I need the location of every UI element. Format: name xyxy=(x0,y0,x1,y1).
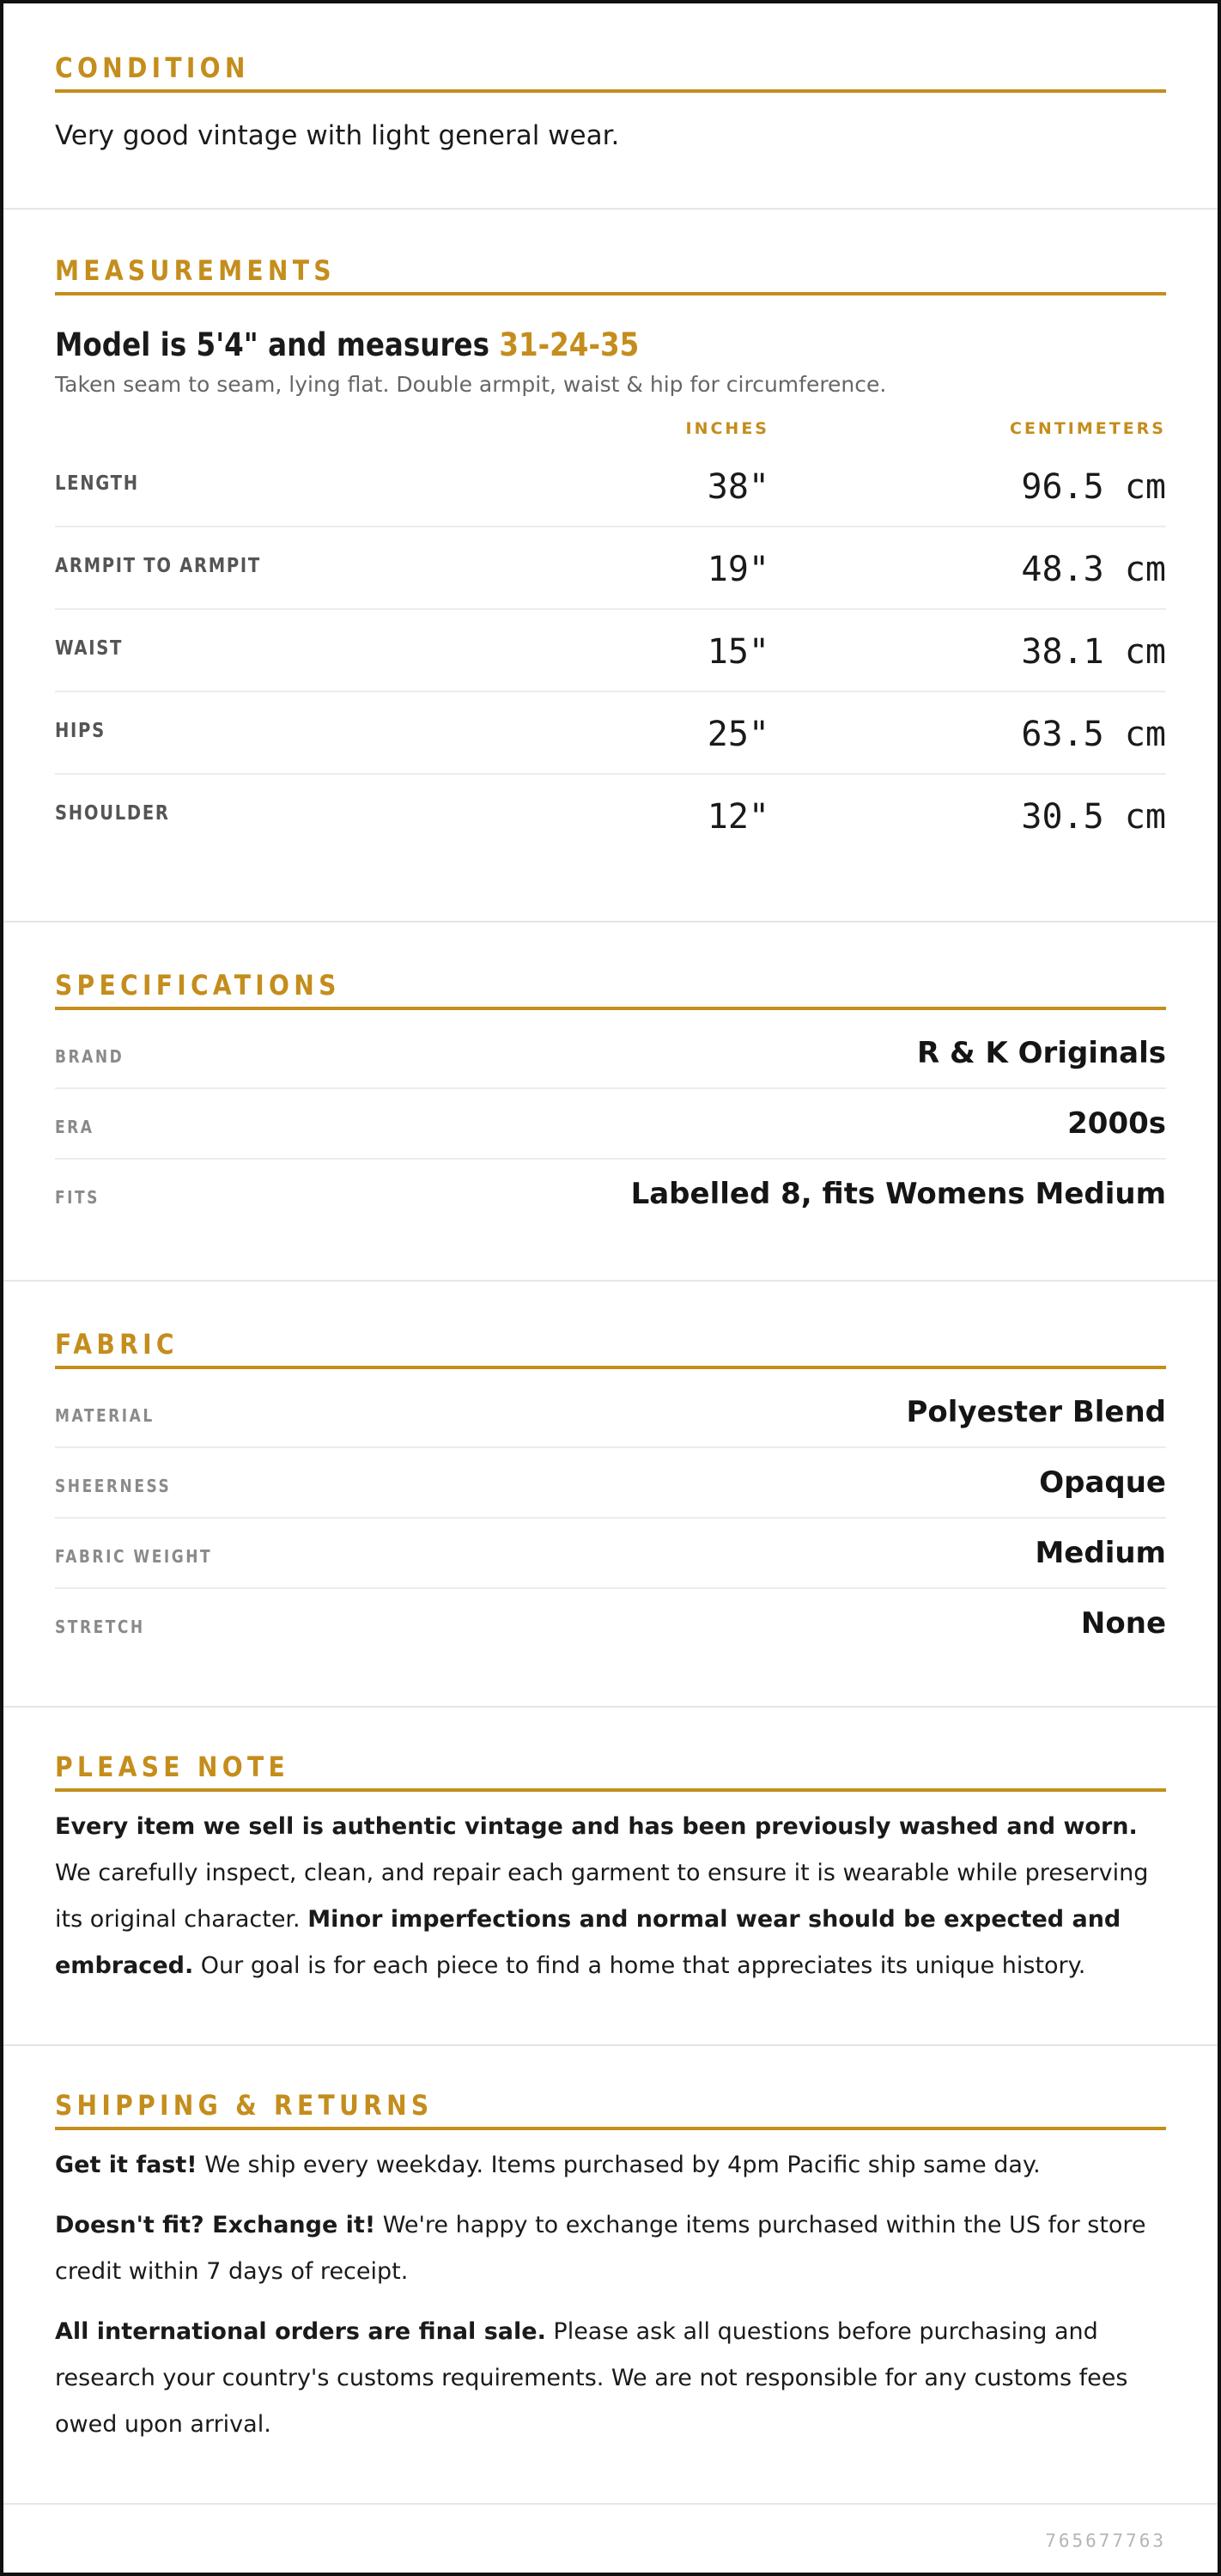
measurements-heading: MEASUREMENTS xyxy=(55,254,336,287)
spec-row xyxy=(55,1019,1166,1089)
inches-column-header: INCHES xyxy=(685,419,769,438)
measurements-divider xyxy=(55,292,1166,295)
shipping-paragraph-1 xyxy=(55,2142,1166,2189)
measurement-row xyxy=(55,610,1166,692)
fabric-value: Opaque xyxy=(1039,1465,1166,1500)
measurement-table xyxy=(55,445,1166,856)
fabric-value: Medium xyxy=(1035,1536,1166,1570)
specifications-heading: SPECIFICATIONS xyxy=(55,969,341,1002)
measurement-table-header xyxy=(55,419,1166,445)
shipping-divider xyxy=(55,2127,1166,2130)
model-measures-value: 31-24-35 xyxy=(499,326,640,363)
note-bold-1: Every item we sell is authentic vintage and has been previously washed and worn. xyxy=(55,1813,1138,1840)
note-bold-2: Minor imperfections and normal wear should be expected and embraced. xyxy=(55,1906,1121,1979)
measurement-cm: 48.3 cm xyxy=(1021,550,1166,589)
shipping-text-2: We're happy to exchange items purchased within the US for store credit within 7 days of receipt. xyxy=(55,2212,1146,2285)
shipping-text-3: Please ask all questions before purchasing and research your country's customs requirements. We are not responsible for any customs fees owed upon arrival. xyxy=(55,2318,1128,2438)
centimeters-column-header: CENTIMETERS xyxy=(1010,419,1166,438)
fabric-divider xyxy=(55,1366,1166,1369)
measurement-label: LENGTH xyxy=(55,472,139,495)
measurement-row xyxy=(55,527,1166,610)
shipping-bold-3: All international orders are final sale. xyxy=(55,2318,546,2345)
note-text-2: Our goal is for each piece to find a home that appreciates its unique history. xyxy=(193,1952,1086,1979)
shipping-bold-2: Doesn't fit? Exchange it! xyxy=(55,2212,376,2238)
condition-text: Very good vintage with light general wear. xyxy=(55,120,620,151)
please-note-paragraph xyxy=(55,1804,1166,1989)
fabric-key: MATERIAL xyxy=(55,1405,155,1426)
spec-value: 2000s xyxy=(1067,1106,1166,1141)
measurement-note: Taken seam to seam, lying flat. Double armpit, waist & hip for circumference. xyxy=(55,372,887,397)
measurement-row xyxy=(55,692,1166,775)
note-text-1: We carefully inspect, clean, and repair each garment to ensure it is wearable while preserving its original character. xyxy=(55,1860,1149,1933)
shipping-section xyxy=(3,2046,1218,2505)
measurement-label: HIPS xyxy=(55,720,106,742)
model-measurements xyxy=(55,326,1033,363)
measurement-inches: 25" xyxy=(707,715,769,754)
footer xyxy=(3,2505,1218,2575)
spec-key: FITS xyxy=(55,1187,100,1208)
condition-heading: CONDITION xyxy=(55,52,250,84)
fabric-key: STRETCH xyxy=(55,1617,145,1637)
fabric-key: SHEERNESS xyxy=(55,1476,172,1496)
shipping-text-1: We ship every weekday. Items purchased by 4pm Pacific ship same day. xyxy=(197,2152,1041,2178)
measurement-row xyxy=(55,775,1166,856)
shipping-bold-1: Get it fast! xyxy=(55,2152,197,2178)
fabric-heading: FABRIC xyxy=(55,1328,179,1361)
spec-row xyxy=(55,1160,1166,1228)
measurement-cm: 63.5 cm xyxy=(1021,715,1166,754)
measurement-cm: 96.5 cm xyxy=(1021,467,1166,507)
measurement-inches: 19" xyxy=(707,550,769,589)
fabric-row xyxy=(55,1519,1166,1589)
measurement-cm: 30.5 cm xyxy=(1021,797,1166,837)
specifications-divider xyxy=(55,1007,1166,1010)
fabric-value: Polyester Blend xyxy=(906,1395,1166,1429)
spec-key: BRAND xyxy=(55,1046,125,1067)
fabric-section xyxy=(3,1282,1218,1708)
condition-divider xyxy=(55,89,1166,93)
shipping-paragraph-3 xyxy=(55,2309,1166,2448)
please-note-heading: PLEASE NOTE xyxy=(55,1751,289,1783)
fabric-row xyxy=(55,1448,1166,1519)
please-note-section xyxy=(3,1708,1218,2046)
measurement-row xyxy=(55,445,1166,527)
fabric-key: FABRIC WEIGHT xyxy=(55,1546,213,1567)
please-note-divider xyxy=(55,1788,1166,1792)
measurement-cm: 38.1 cm xyxy=(1021,632,1166,672)
spec-value: R & K Originals xyxy=(916,1036,1166,1070)
measurement-label: ARMPIT TO ARMPIT xyxy=(55,555,261,577)
sku-number: 765677763 xyxy=(1045,2530,1166,2551)
measurement-label: WAIST xyxy=(55,637,124,660)
measurement-label: SHOULDER xyxy=(55,802,170,825)
measurements-section xyxy=(3,210,1218,923)
spec-key: ERA xyxy=(55,1117,94,1137)
specifications-section xyxy=(3,923,1218,1282)
spec-row xyxy=(55,1089,1166,1160)
fabric-row xyxy=(55,1378,1166,1448)
model-prefix: Model is 5'4" and measures xyxy=(55,326,500,363)
spec-value: Labelled 8, fits Womens Medium xyxy=(630,1177,1166,1211)
fabric-row xyxy=(55,1589,1166,1658)
shipping-paragraph-2 xyxy=(55,2202,1166,2295)
measurement-inches: 12" xyxy=(707,797,769,837)
specifications-list xyxy=(55,1019,1166,1228)
shipping-heading: SHIPPING & RETURNS xyxy=(55,2089,434,2122)
condition-section xyxy=(3,3,1218,210)
measurement-inches: 15" xyxy=(707,632,769,672)
measurement-inches: 38" xyxy=(707,467,769,507)
fabric-list xyxy=(55,1378,1166,1658)
fabric-value: None xyxy=(1080,1606,1166,1641)
